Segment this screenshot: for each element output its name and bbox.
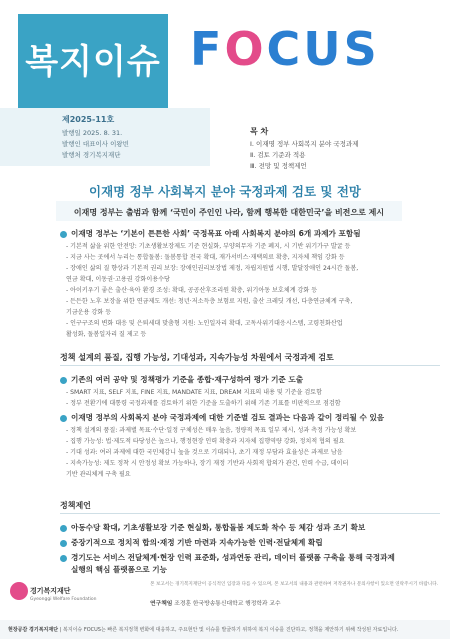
- footer-bottom-text: [8, 626, 398, 633]
- bullet-dot-icon: [60, 540, 67, 547]
- issuer: 발행처 경기복지재단: [62, 151, 121, 159]
- footer-bottom-desc: | 복지이슈 FOCUS는 빠른 복지정책 변화에 대응하고, 주요현안 및 이슈를 발굴하기 위하여 복지 이슈를 진단하고, 정책을 제안하기 위해 작성된 자료입니다.: [59, 627, 399, 633]
- foundation-name: 경기복지재단: [30, 587, 71, 595]
- section1-bullet-text: 이재명 정부는 ‘기본이 튼튼한 사회’ 국정목표 아래 사회복지 분야의 6개 과제가 포함됨: [71, 229, 361, 238]
- publish-date: 발행일 2025. 8. 31.: [62, 129, 123, 137]
- list-item: 활성화, 돌봄일자리 질 제고 등: [66, 331, 147, 338]
- section2-bullet: [60, 374, 303, 385]
- author-name: 조경훈 한국방송통신대학교 행정학과 교수: [174, 601, 281, 607]
- list-item: 기반 관리체계 구축 필요: [66, 471, 131, 478]
- toc-item: Ⅰ. 이재명 정부 사회복지 분야 국정과제: [250, 140, 359, 148]
- toc-title: 목 차: [250, 127, 269, 136]
- section3-bullet: [60, 522, 365, 533]
- list-item: - 지속가능성: 제도 정착 시 안정성 확보 가능하나, 장기 재정 기반과 사회적 합의가 관건, 인력 수급, 데이터: [66, 460, 349, 467]
- section3-bullet-text: 중장기적으로 정치적 합의·재정 기반 마련과 지속가능한 인력·전달체계 확립: [71, 538, 323, 547]
- list-item: - 지금 사는 곳에서 누리는 통합돌봄: 돌봄통합 전국 확대, 재가서비스·재택의료 확충, 지자체 책임 강화 등: [66, 254, 345, 261]
- section3-bullet: [60, 537, 323, 548]
- list-item: - 인구구조의 변화 대응 및 은퇴세대 맞춤형 지원: 노인일자리 확대, 고독사위기대응시스템, 고령친화산업: [66, 320, 343, 327]
- list-item: - 든든한 노후 보장을 위한 연금제도 개선: 청년·저소득층 보험료 지원, 출산 크레딧 개선, 다층연금체계 구축,: [66, 298, 353, 305]
- publisher: 발행인 대표이사 이왕빈: [62, 140, 129, 148]
- list-item: - 집행 가능성: 법·제도적 타당성은 높으나, 행정현장 인력 확충과 지자체 집행역량 강화, 정치적 협의 필요: [66, 438, 345, 445]
- author-label: 연구책임: [150, 601, 173, 607]
- foundation-logo-icon: [10, 582, 28, 600]
- brand-title: 복지이슈: [25, 42, 161, 82]
- section2-bullet-text: 기존의 여러 공약 및 정책평가 기준을 종합·재구성하여 평가 기준 도출: [71, 375, 304, 384]
- list-item: - 아이키우기 좋은 출산·육아 환경 조성: 확대, 공공산후조리원 확충, 위기아동 보호체계 강화 등: [66, 287, 318, 294]
- section3-bullet-text: 아동수당 확대, 기초생활보장 기준 현실화, 통합돌봄 제도화 착수 등 체감 성과 조기 확보: [71, 523, 366, 532]
- main-title: 이재명 정부 사회복지 분야 국정과제 검토 및 전망: [89, 184, 361, 199]
- list-item: - 정부 전환기에 대통령 국정과제를 검토하기 위한 기준을 도출하기 위해 기존 기표를 비판적으로 점검함: [66, 400, 341, 407]
- list-item: 기금운용 강화 등: [66, 309, 112, 316]
- issue-number: 제2025-11호: [62, 115, 115, 124]
- toc-item: Ⅱ. 검토 기준과 적용: [250, 151, 306, 159]
- focus-suffix: CUS: [266, 22, 380, 76]
- list-item: - 정책 설계의 품질: 과제별 목표·수단·일정 구체성은 매우 높음, 정량적 목표 일부 제시, 성과 측정 가능성 확보: [66, 427, 357, 434]
- section2-heading: 정책 설계의 품질, 집행 가능성, 기대성과, 지속가능성 차원에서 국정과제 검토: [60, 353, 334, 362]
- footer-author: [150, 598, 281, 607]
- bullet-dot-icon: [60, 415, 67, 422]
- section3-heading: 정책제언: [60, 501, 91, 510]
- section3-bullet-cont: 실행의 핵심 플랫폼으로 기능: [71, 565, 167, 574]
- list-item: 연금 확대, 이동권·고용권 강화이용수당: [66, 276, 170, 283]
- list-item: - SMART 지표, SELF 지표, FINE 지표, MANDATE 지표, DREAM 지표의 내용 및 기준을 검토함: [66, 389, 322, 396]
- bullet-dot-icon: [60, 525, 67, 532]
- footer-bottom-label: 현장공감 경기복지재단: [8, 627, 59, 633]
- subtitle: 이재명 정부는 출범과 함께 ‘국민이 주인인 나라, 함께 행복한 대한민국’을 비전으로 제시: [73, 208, 385, 217]
- bullet-dot-icon: [60, 555, 67, 562]
- divider: [60, 513, 440, 514]
- divider: [60, 365, 440, 366]
- focus-o-mark: O: [224, 22, 267, 76]
- section1-bullet: [60, 228, 361, 239]
- list-item: - 기본적 삶을 위한 안전망: 기초생활보장제도 기준 현실화, 부양의무자 기준 폐지, 시 기반 위기가구 발굴 등: [66, 243, 351, 250]
- bullet-dot-icon: [60, 231, 67, 238]
- section3-bullet: [60, 552, 395, 563]
- footer-note: 본 보고서는 경기복지재단이 공식적인 입장과 다를 수 있으며, 본 보고서의 내용과 관련하여 저작권자나 문의사항이 있으면 연락주시기 바랍니다.: [150, 582, 439, 587]
- toc-box: [210, 108, 450, 166]
- focus-logo: [190, 22, 380, 76]
- bullet-dot-icon: [60, 377, 67, 384]
- list-item: - 장애인 삶의 질 향상과 기본적 권리 보장: 장애인권리보장법 제정, 자립지원법 시행, 발달장애인 24시간 돌봄,: [66, 265, 359, 272]
- section3-bullet-text: 경기도는 서비스 전달체계·현장 인력 표준화, 성과연동 관리, 데이터 플랫폼 구축을 통해 국정과제: [71, 553, 395, 562]
- focus-prefix: F: [190, 22, 225, 76]
- foundation-sub: Gyeonggi Welfare Foundation: [30, 597, 97, 602]
- section2-bullet: [60, 412, 384, 423]
- report-header: [0, 0, 450, 112]
- section2-bullet-text: 이재명 정부의 사회복지 분야 국정과제에 대한 기준별 검토 결과는 다음과 같이 정리될 수 있음: [71, 413, 385, 422]
- list-item: - 기대 성과: 여러 과제에 대한 국민체감니 높을 것으로 기대되나, 초기 재정 부담과 효율성은 과제로 남음: [66, 449, 343, 456]
- toc-item: Ⅲ. 전망 및 정책제언: [250, 162, 307, 170]
